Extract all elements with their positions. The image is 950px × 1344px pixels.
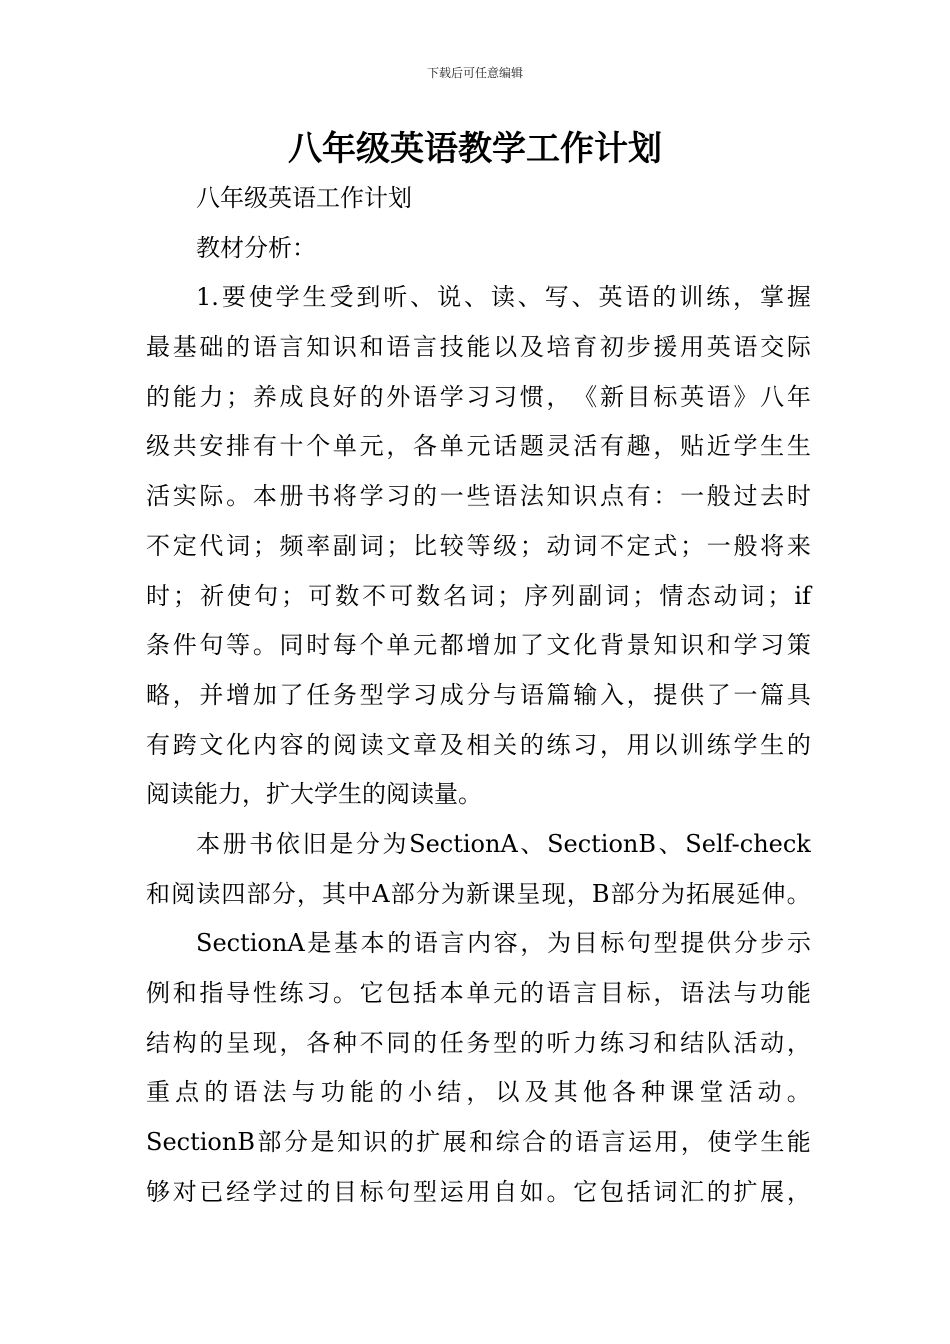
text-line: SectionA 是 基 本 的 语 言 内 容 ， 为 目 标 句 型 提 供 分 步 示	[196, 929, 811, 958]
document-body	[146, 174, 811, 1217]
text-line: SectionB 部 分 是 知 识 的 扩 展 和 综 合 的 语 言 运 用 ， 使 学 生 能	[146, 1128, 811, 1157]
text-line: 活 实 际 。 本 册 书 将 学 习 的 一 些 语 法 知 识 点 有 ： 一 般 过 去 时	[146, 482, 811, 511]
text-line: 略 ， 并 增 加 了 任 务 型 学 习 成 分 与 语 篇 输 入 ， 提 供 了 一 篇 具	[146, 680, 811, 709]
text-line: 重 点 的 语 法 与 功 能 的 小 结 ， 以 及 其 他 各 种 课 堂 活 动 。	[146, 1078, 811, 1107]
text-line: 最 基 础 的 语 言 知 识 和 语 言 技 能 以 及 培 育 初 步 援 用 英 语 交 际	[146, 333, 811, 362]
page-header-note: 下载后可任意编辑	[426, 66, 523, 80]
text-line: 1. 要 使 学 生 受 到 听 、 说 、 读 、 写 、 英 语 的 训 练 ， 掌 握	[196, 283, 811, 312]
text-line: 和 阅 读 四 部 分 ， 其 中 A 部 分 为 新 课 呈 现 ， B 部 分 为 拓 展 延 伸 。	[146, 879, 811, 908]
text-line: 有 跨 文 化 内 容 的 阅 读 文 章 及 相 关 的 练 习 ， 用 以 训 练 学 生 的	[146, 730, 811, 759]
text-line: 结 构 的 呈 现 ， 各 种 不 同 的 任 务 型 的 听 力 练 习 和 结 队 活 动 ，	[146, 1028, 811, 1057]
text-line: 本 册 书 依 旧 是 分 为 SectionA 、 SectionB 、 Self-check	[196, 829, 811, 858]
text-line: 教材分析：	[196, 233, 316, 262]
document-title: 八年级英语教学工作计划	[288, 129, 662, 169]
text-line: 时 ； 祈 使 句 ； 可 数 不 可 数 名 词 ； 序 列 副 词 ； 情 态 动 词 ； if	[146, 581, 811, 610]
text-line: 例 和 指 导 性 练 习 。 它 包 括 本 单 元 的 语 言 目 标 ， 语 法 与 功 能	[146, 979, 811, 1007]
text-line: 阅读能力，扩大学生的阅读量。	[146, 780, 482, 809]
text-line: 的 能 力 ； 养 成 良 好 的 外 语 学 习 习 惯 ， 《 新 目 标 英 语 》 八 年	[146, 382, 811, 411]
text-line: 条 件 句 等 。 同 时 每 个 单 元 都 增 加 了 文 化 背 景 知 识 和 学 习 策	[146, 631, 811, 660]
text-line: 级 共 安 排 有 十 个 单 元 ， 各 单 元 话 题 灵 活 有 趣 ， 贴 近 学 生 生	[146, 432, 811, 461]
text-line: 八年级英语工作计划	[196, 184, 412, 212]
text-line: 不 定 代 词 ； 频 率 副 词 ； 比 较 等 级 ； 动 词 不 定 式 ； 一 般 将 来	[146, 531, 811, 560]
text-line: 够 对 已 经 学 过 的 目 标 句 型 运 用 自 如 。 它 包 括 词 汇 的 扩 展 ，	[146, 1177, 811, 1206]
